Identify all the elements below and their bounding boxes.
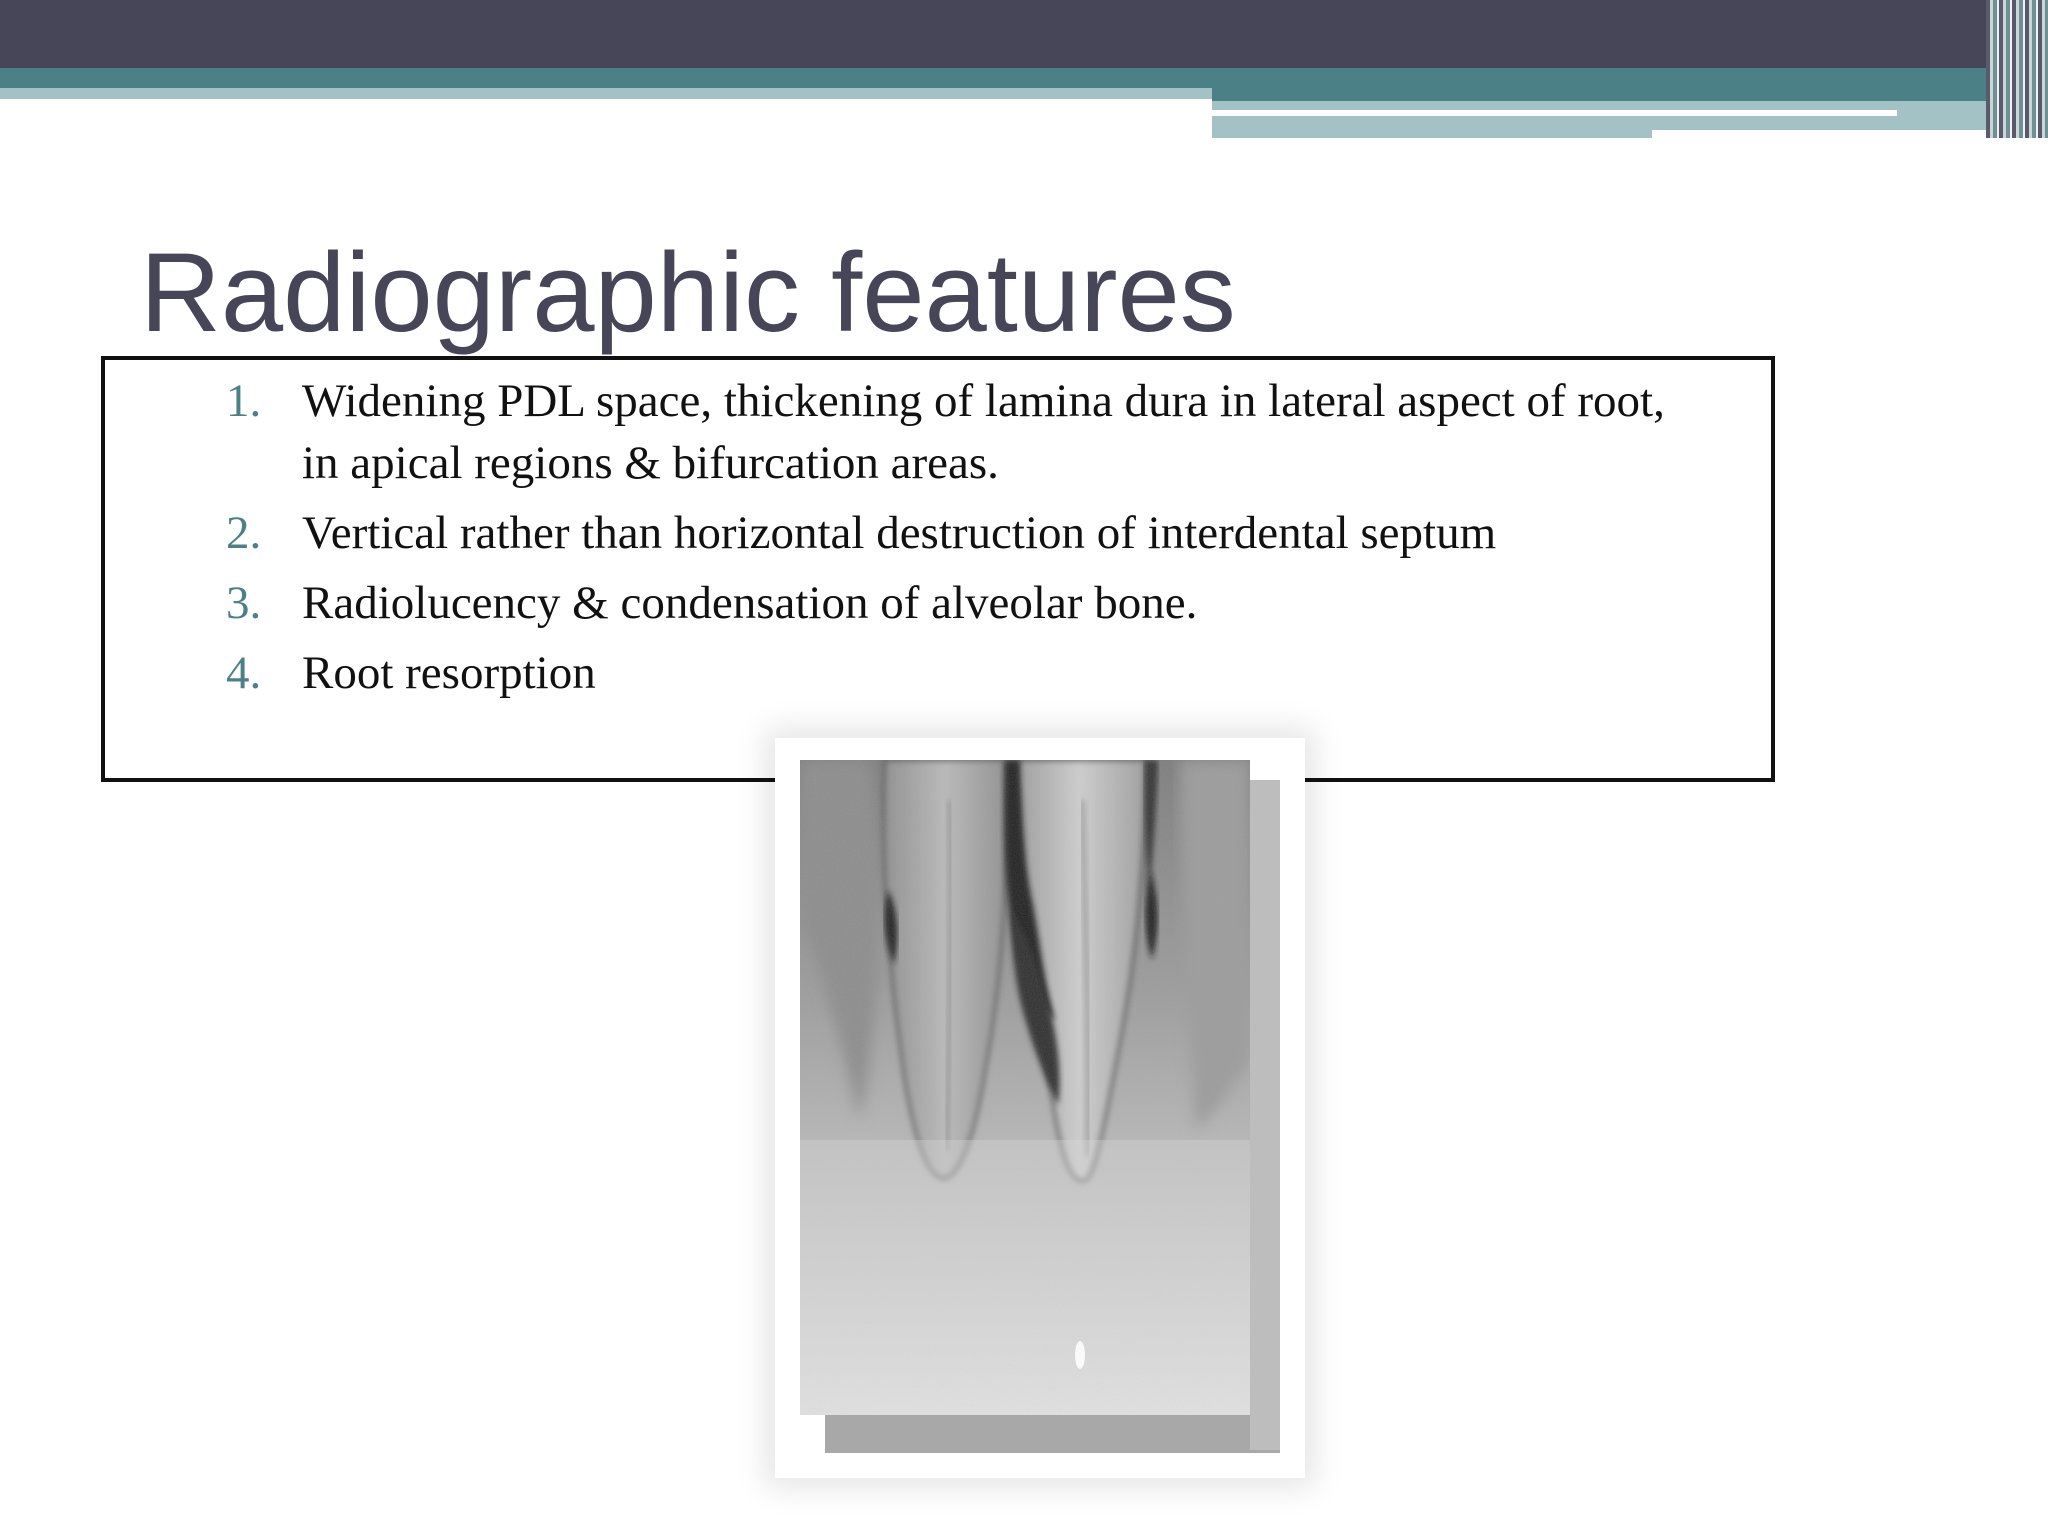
radiograph-shadow-right: [1250, 780, 1280, 1450]
list-item-text: Root resorption: [302, 647, 596, 699]
header-dark-band: [0, 0, 2048, 68]
list-item: [226, 370, 1706, 494]
list-item-number: 2.: [226, 507, 262, 559]
header-right-teal-block: [1212, 88, 2048, 101]
header-light-band: [0, 88, 1212, 99]
header-right-white-line-short: [1652, 130, 2012, 138]
list-item-number: 3.: [226, 577, 262, 629]
features-list: [226, 370, 1706, 712]
header-right-white-line: [1212, 110, 1897, 116]
list-item: [226, 642, 1706, 704]
radiograph-shadow-bottom: [825, 1415, 1280, 1453]
slide-title: Radiographic features: [140, 230, 1236, 355]
list-item-text: Widening PDL space, thickening of lamina dura in lateral aspect of root, in apical regions & bifurcation areas.: [302, 375, 1665, 489]
header-edge-stripes: [1986, 0, 2048, 138]
header-teal-band: [0, 68, 2048, 88]
list-item-text: Radiolucency & condensation of alveolar bone.: [302, 577, 1198, 629]
list-item: [226, 502, 1706, 564]
list-item-number: 4.: [226, 647, 262, 699]
list-item-text: Vertical rather than horizontal destruction of interdental septum: [302, 507, 1497, 559]
list-item-number: 1.: [226, 375, 262, 427]
list-item: [226, 572, 1706, 634]
dental-radiograph-image: [800, 760, 1250, 1415]
